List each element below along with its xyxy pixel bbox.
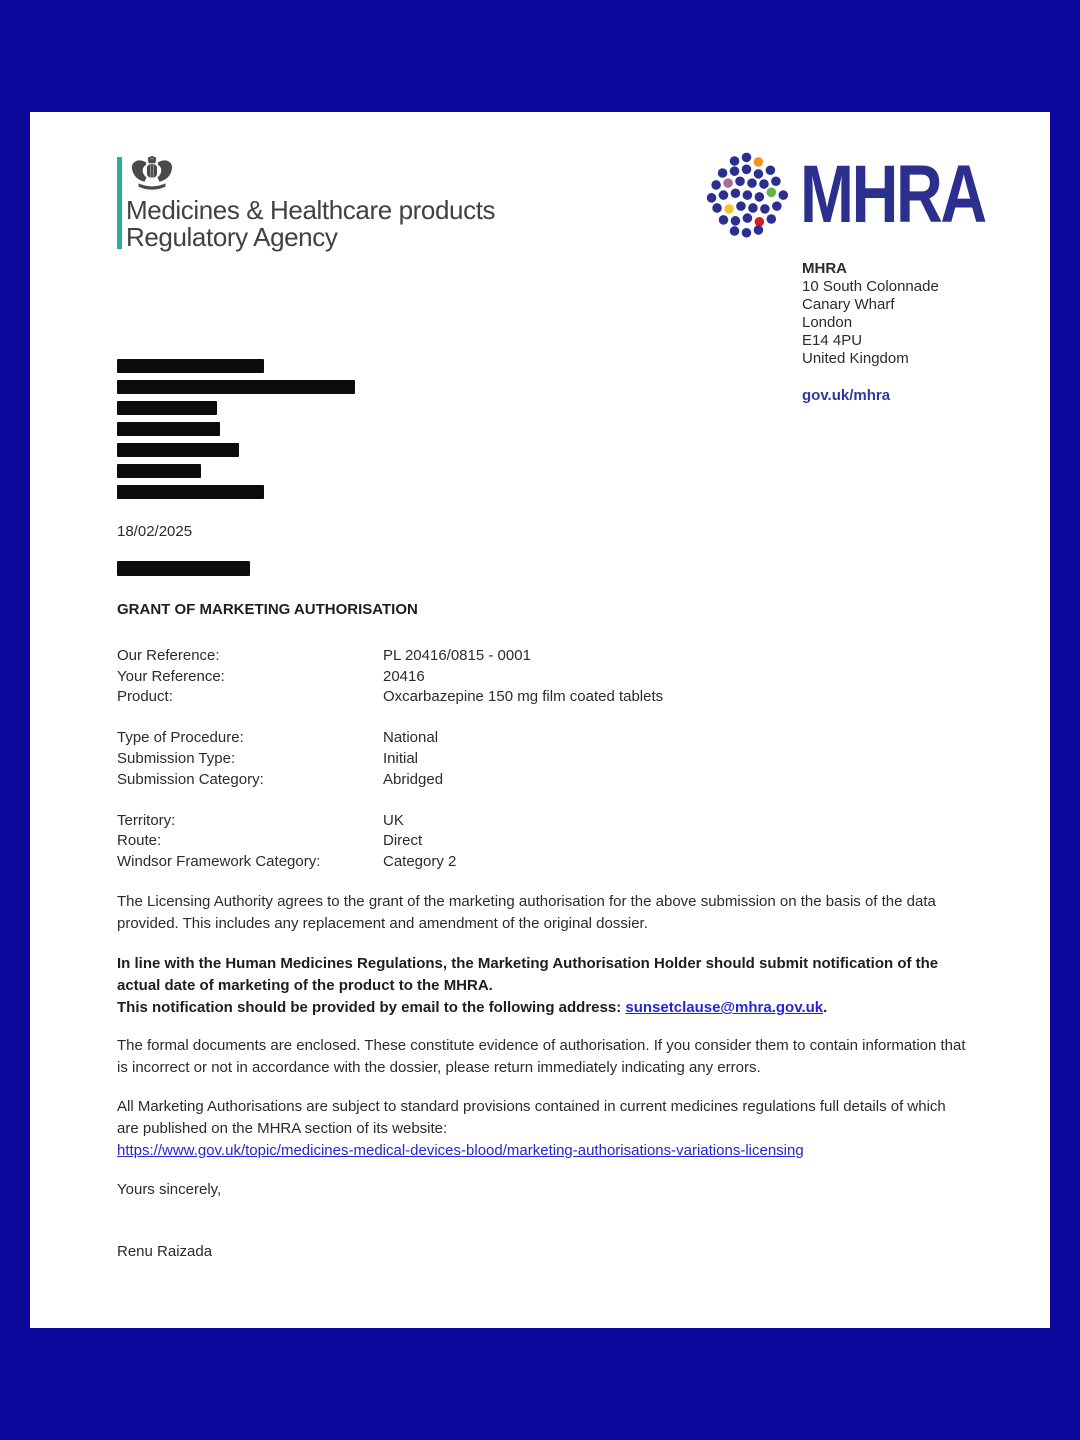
reference-table	[117, 646, 663, 893]
reference-value: National	[383, 729, 439, 747]
notification-email-prefix: This notification should be provided by email to the following address:	[117, 999, 626, 1016]
reference-label: Your Reference:	[117, 667, 225, 685]
reference-value: Oxcarbazepine 150 mg film coated tablets	[383, 688, 664, 706]
reference-row	[117, 770, 663, 791]
redacted-text-bar	[117, 443, 239, 457]
reference-label: Route:	[117, 832, 162, 850]
reference-label: Territory:	[117, 811, 176, 829]
reference-row	[117, 852, 663, 873]
reference-label: Windsor Framework Category:	[117, 852, 321, 870]
address-line: 10 South Colonnade	[802, 278, 939, 295]
notification-bold-text: In line with the Human Medicines Regulations, the Marketing Authorisation Holder should submit notification of the actual date of marketing of the product to the MHRA.	[117, 955, 939, 994]
mhra-address-name: MHRA	[802, 260, 847, 277]
agency-name-line2: Regulatory Agency	[126, 222, 338, 252]
reference-value: Category 2	[383, 852, 457, 870]
recipient-redacted-block	[117, 359, 355, 506]
reference-value: UK	[383, 811, 404, 829]
reference-label: Submission Category:	[117, 770, 264, 788]
redacted-text-bar	[117, 380, 355, 394]
address-line: United Kingdom	[802, 350, 909, 367]
reference-group	[117, 811, 663, 873]
redacted-text-bar	[117, 485, 264, 499]
paragraph-notification	[117, 953, 969, 1019]
reference-value: Direct	[383, 832, 423, 850]
notification-email-line	[117, 997, 969, 1019]
standard-provisions-text: All Marketing Authorisations are subject to standard provisions contained in current medicines regulations full details of which are published on the MHRA section of its website:	[117, 1098, 946, 1137]
mhra-address-block	[802, 260, 939, 405]
paragraph-formal-documents: The formal documents are enclosed. These constitute evidence of authorisation. If you consider them to contain information that is incorrect or not in accordance with the dossier, please return immediately indicating any errors.	[117, 1037, 966, 1076]
letter-date: 18/02/2025	[117, 523, 193, 540]
mhra-wordmark: MHRA	[800, 149, 985, 240]
reference-value: 20416	[383, 667, 425, 685]
paragraph-standard-provisions	[117, 1096, 969, 1162]
reference-value: Initial	[383, 749, 419, 767]
redacted-text-bar	[117, 422, 220, 436]
reference-row	[117, 831, 663, 852]
reference-row	[117, 667, 663, 688]
reference-row	[117, 728, 663, 749]
gov-uk-licensing-url-link[interactable]: https://www.gov.uk/topic/medicines-medical-devices-blood/marketing-authorisations-variations-licensing	[117, 1142, 804, 1159]
royal-coat-of-arms-icon	[126, 154, 178, 196]
reference-label: Our Reference:	[117, 647, 220, 664]
sunsetclause-email-link[interactable]: sunsetclause@mhra.gov.uk	[625, 999, 824, 1016]
reference-label: Type of Procedure:	[117, 729, 244, 747]
reference-label: Submission Type:	[117, 749, 236, 767]
reference-label: Product:	[117, 688, 173, 706]
agency-name	[126, 197, 495, 251]
gov-uk-mhra-link[interactable]: gov.uk/mhra	[802, 387, 891, 404]
reference-row	[117, 687, 663, 708]
salutation-redacted-bar	[117, 561, 250, 576]
reference-group	[117, 728, 663, 790]
letter-subject: GRANT OF MARKETING AUTHORISATION	[117, 601, 418, 618]
redacted-text-bar	[117, 359, 264, 373]
agency-name-line1: Medicines & Healthcare products	[126, 195, 496, 225]
redacted-text-bar	[117, 464, 201, 478]
reference-value: PL 20416/0815 - 0001	[383, 647, 531, 664]
paragraph-licensing-authority: The Licensing Authority agrees to the grant of the marketing authorisation for the above submission on the basis of the data provided. This includes any replacement and amendment of the original dossier.	[117, 893, 936, 932]
notification-email-suffix: .	[823, 999, 828, 1016]
redacted-text-bar	[117, 401, 217, 415]
letter-page	[30, 112, 1050, 1328]
address-line: Canary Wharf	[802, 296, 895, 313]
reference-row	[117, 646, 663, 667]
reference-value: Abridged	[383, 770, 444, 788]
closing-line: Yours sincerely,	[117, 1181, 222, 1198]
signature-name: Renu Raizada	[117, 1243, 213, 1260]
teal-accent-bar	[117, 157, 122, 249]
address-line: E14 4PU	[802, 332, 863, 349]
reference-group	[117, 646, 663, 708]
address-line: London	[802, 314, 853, 331]
reference-row	[117, 811, 663, 832]
mhra-dots-logo-icon	[706, 150, 798, 242]
reference-row	[117, 749, 663, 770]
